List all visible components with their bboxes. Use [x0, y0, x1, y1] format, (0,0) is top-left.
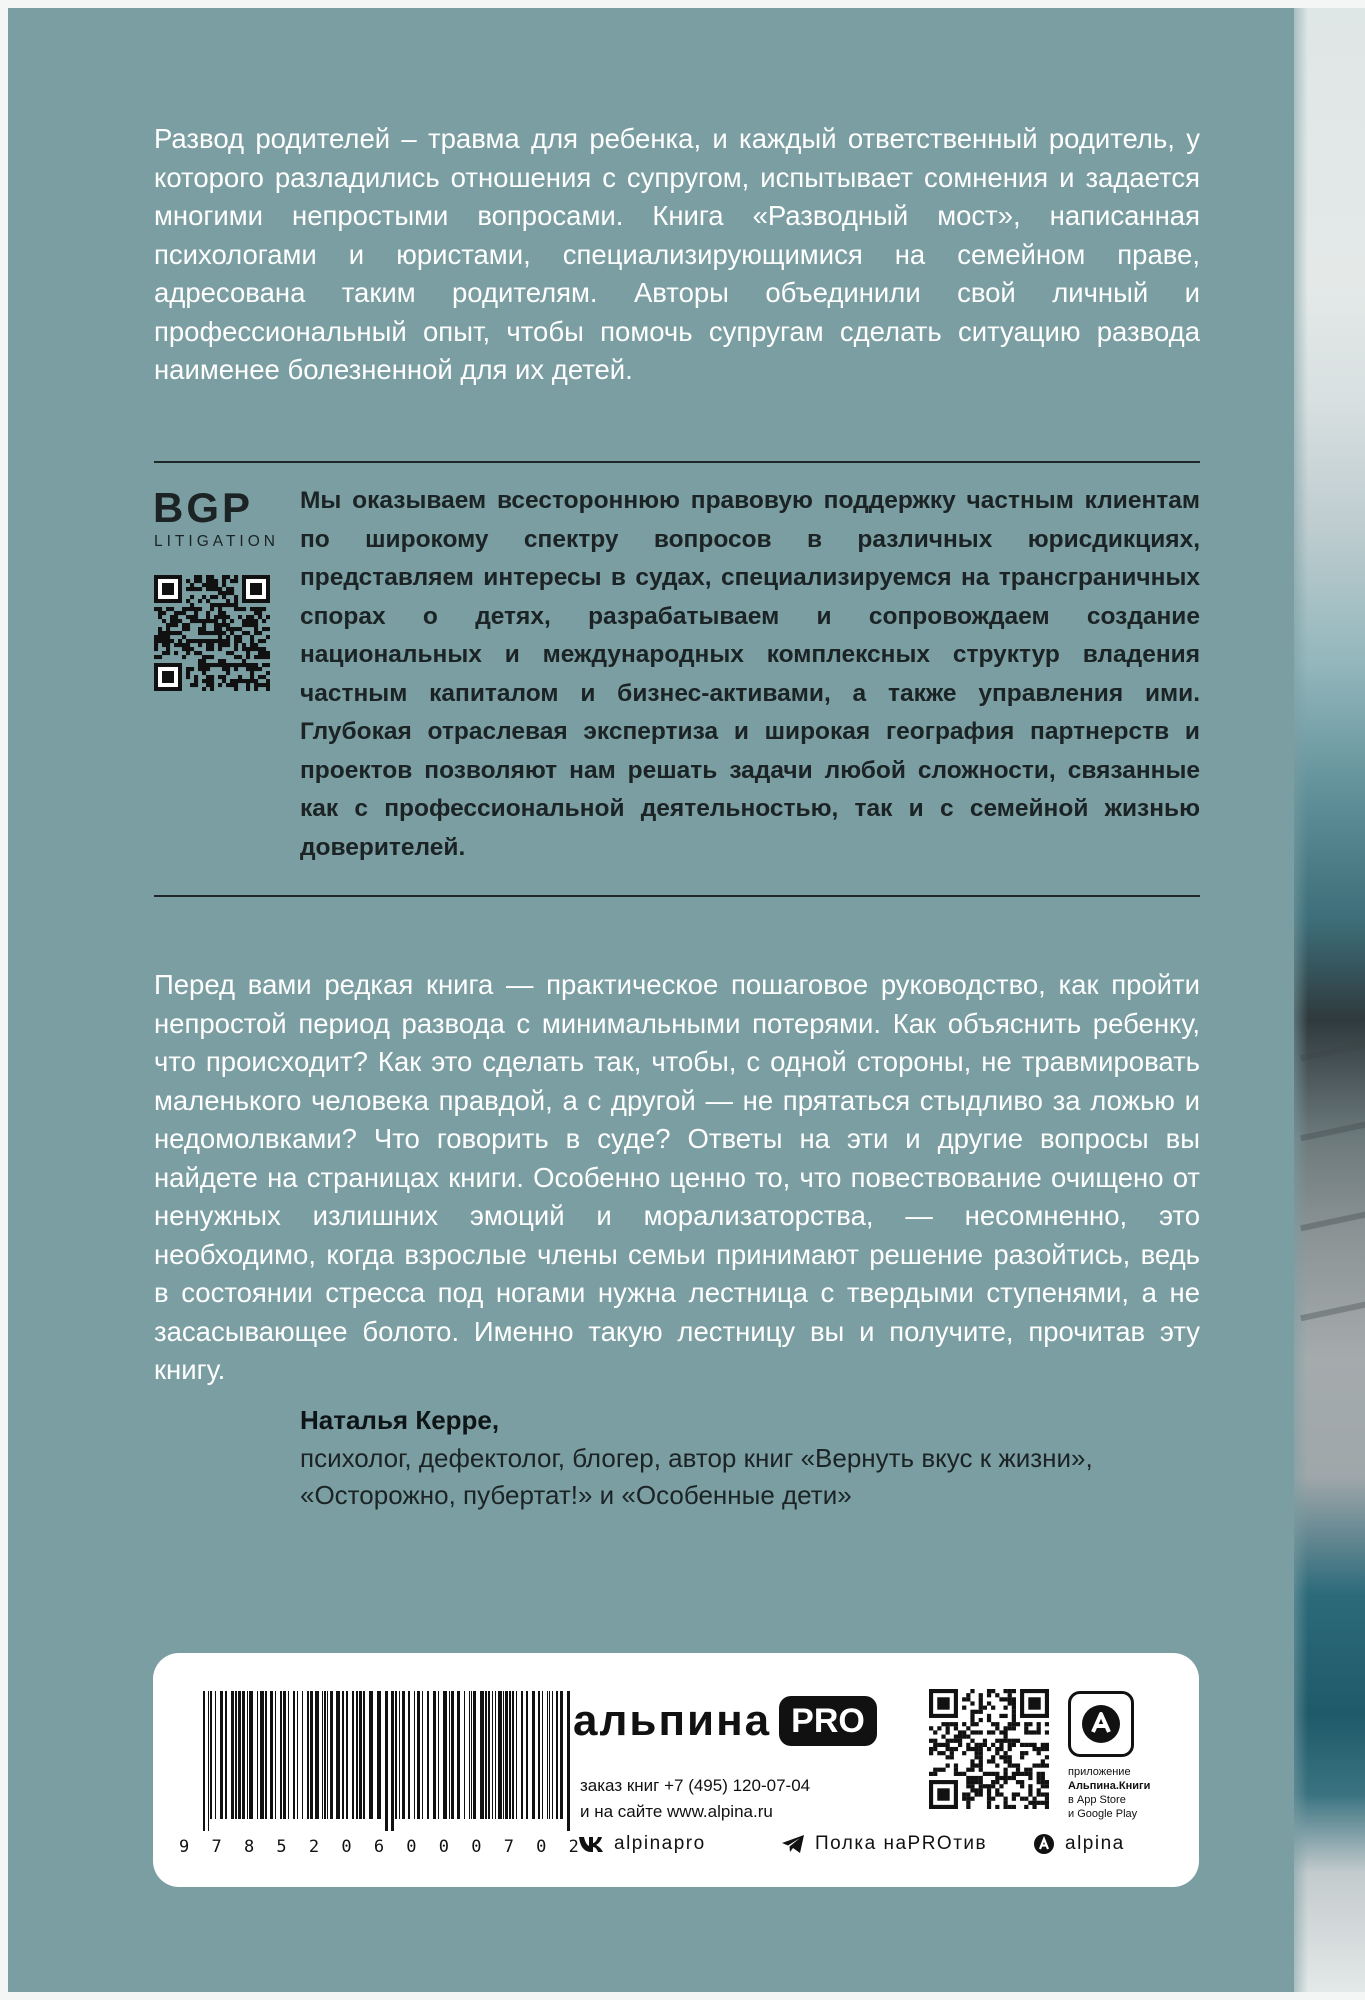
- app-line-4: и Google Play: [1068, 1808, 1138, 1820]
- order-info: [580, 1773, 810, 1825]
- publisher-name: альпина: [573, 1696, 772, 1745]
- isbn-digit: 0: [341, 1837, 352, 1857]
- isbn-digit: 0: [406, 1837, 417, 1857]
- reviewer-description-line-2: «Осторожно, пубертат!» и «Особенные дети»: [300, 1480, 852, 1510]
- app-line-2: Альпина.Книги: [1068, 1780, 1151, 1792]
- social-alpina[interactable]: [1033, 1833, 1125, 1855]
- isbn-barcode: [203, 1691, 573, 1831]
- partner-description: Мы оказываем всестороннюю правовую поддержку частным клиентам по широкому спектру вопросов в различных юрисдикциях, представляем интересы в судах, специализируемся на трансграничных спорах о детях, разрабатываем и сопровождаем создание национальных и международных комплексных структур владения частным капиталом и бизнес-активами, а также управления ими. Глубокая отраслевая экспертиза и широкая география партнерств и проектов позволяют нам решать задачи любой сложности, связанные как с профессиональной деятельностью, так и с семейной жизнью доверителей.: [300, 487, 1200, 861]
- social-alpina-label: alpina: [1065, 1833, 1125, 1854]
- social-vk[interactable]: [578, 1833, 706, 1855]
- publisher-badge: PRO: [779, 1696, 877, 1746]
- bgp-qr-code[interactable]: [154, 575, 270, 691]
- social-telegram[interactable]: [781, 1833, 987, 1855]
- paint-stroke: [1300, 1041, 1365, 1061]
- isbn-digit: 6: [373, 1837, 385, 1857]
- isbn-digit: 7: [211, 1837, 222, 1857]
- paint-stroke: [1300, 1211, 1365, 1231]
- isbn-digit: 0: [471, 1837, 482, 1857]
- cover-painting-strip: [1294, 8, 1365, 1992]
- reviewer-description-line-1: психолог, дефектолог, блогер, автор книг «Вернуть вкус к жизни»,: [300, 1443, 1093, 1473]
- app-line-1: приложение: [1068, 1766, 1131, 1778]
- order-phone: заказ книг +7 (495) 120-07-04: [580, 1776, 811, 1795]
- social-vk-label: alpinapro: [614, 1833, 706, 1854]
- publisher-panel: [153, 1653, 1199, 1887]
- alpina-icon: [1033, 1833, 1055, 1855]
- review-paragraph: Перед вами редкая книга — практическое пошаговое руководство, как пройти непростой период развода с минимальными потерями. Как объяснить ребенку, что происходит? Как это сделать так, чтобы, с одной стороны, не травмировать маленького человека правдой, а с другой — не прятаться стыдливо за ложью и недомолвками? Что говорить в суде? Ответы на эти и другие вопросы вы найдете на страницах книги. Особенно ценно то, что повествование очищено от ненужных излишних эмоций и морализаторства, — несомненно, это необходимо, когда взрослые члены семьи принимают решение разойтись, ведь в состоянии стресса под ногами нужна лестница с твердыми ступенями, а не засасывающее болото. Именно такую лестницу вы и получите, прочитав эту книгу.: [154, 969, 1200, 1385]
- alpina-app-glyph: [1079, 1702, 1123, 1746]
- divider-top: [154, 461, 1200, 463]
- divider-bottom: [154, 895, 1200, 897]
- isbn-digit: 0: [536, 1837, 547, 1857]
- paint-stroke: [1300, 1121, 1365, 1141]
- app-line-3: в App Store: [1068, 1794, 1126, 1806]
- vk-icon: [578, 1835, 604, 1853]
- publisher-qr-code[interactable]: [929, 1689, 1049, 1809]
- isbn-digit: 9: [179, 1837, 190, 1857]
- isbn-digits: [179, 1837, 579, 1857]
- isbn-digit: 8: [243, 1837, 255, 1857]
- isbn-digit: 7: [503, 1837, 514, 1857]
- publisher-logo[interactable]: [573, 1691, 877, 1751]
- isbn-digit: 0: [438, 1837, 449, 1857]
- app-stores-note: [1068, 1765, 1150, 1821]
- telegram-icon: [781, 1834, 805, 1854]
- isbn-digit: 2: [568, 1837, 579, 1857]
- paint-stroke: [1300, 1301, 1365, 1321]
- order-website: и на сайте www.alpina.ru: [580, 1802, 773, 1821]
- bgp-logo-subtitle: LITIGATION: [154, 533, 279, 550]
- reviewer-name: Наталья Керре,: [300, 1405, 500, 1435]
- social-telegram-label: Полка наPROтив: [815, 1833, 988, 1854]
- isbn-digit: 2: [308, 1837, 320, 1857]
- alpina-app-icon[interactable]: [1068, 1691, 1134, 1757]
- bgp-logo: BGP: [153, 484, 254, 531]
- reviewer-description: [300, 1440, 1200, 1514]
- isbn-digit: 5: [276, 1837, 287, 1857]
- intro-paragraph: Развод родителей – травма для ребенка, и каждый ответственный родитель, у которого разладились отношения с супругом, испытывает сомнения и задается многими непростыми вопросами. Книга «Разводный мост», написанная психологами и юристами, специализирующимися на семейном праве, адресована таким родителям. Авторы объединили свой личный и профессиональный опыт, чтобы помочь супругам сделать ситуацию развода наименее болезненной для их детей.: [154, 123, 1200, 385]
